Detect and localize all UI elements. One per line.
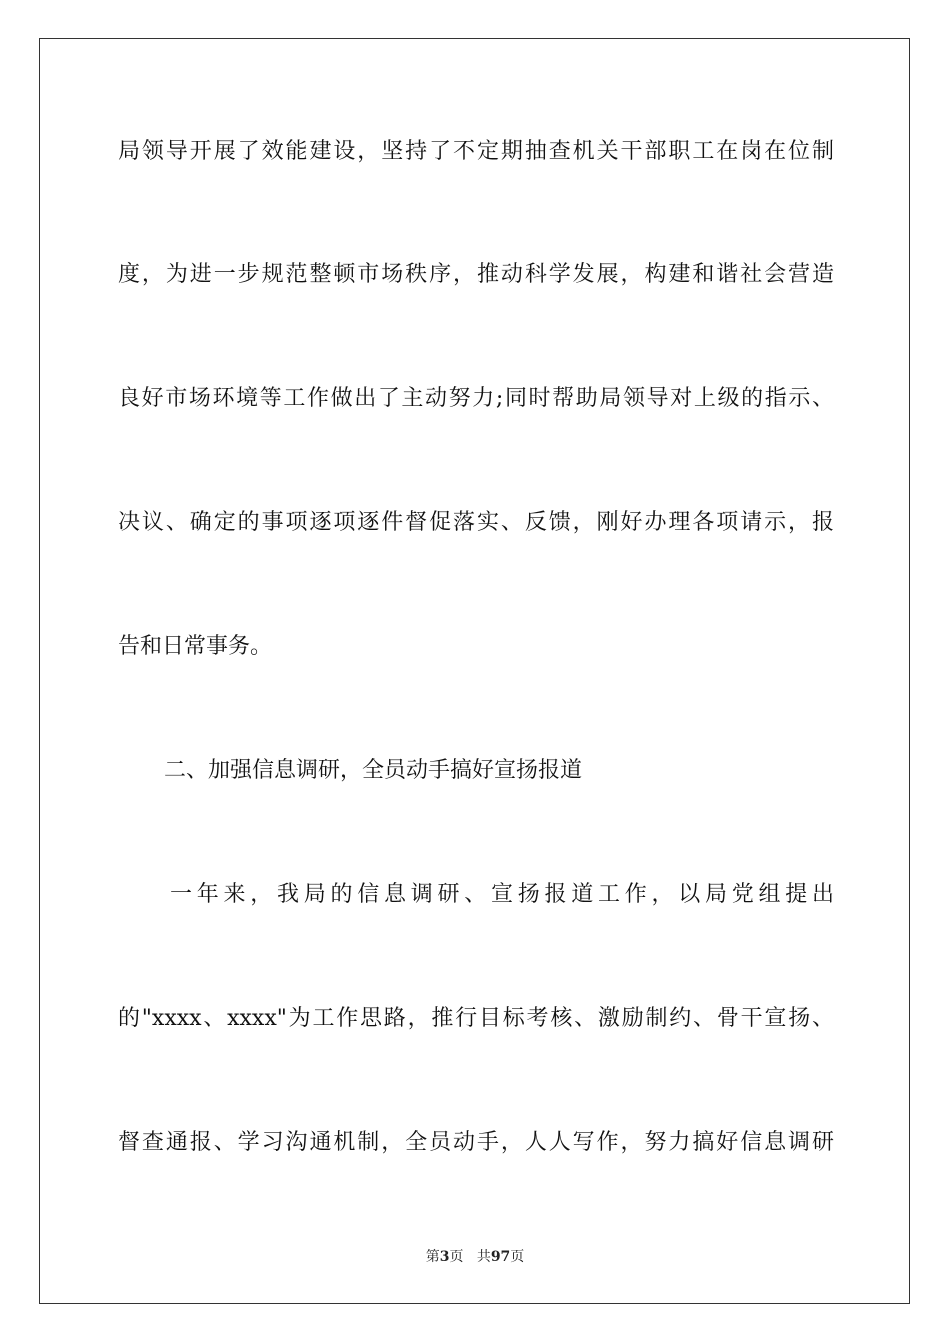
paragraph-line: 告和日常事务。 xyxy=(118,634,273,659)
page-suffix: 页 xyxy=(449,1249,464,1265)
paragraph-line: 一年来，我局的信息调研、宣扬报道工作，以局党组提出 xyxy=(170,882,834,907)
paragraph-line: 局领导开展了效能建设，坚持了不定期抽查机关干部职工在岗在位制 xyxy=(118,139,834,164)
page-number: 3 xyxy=(439,1249,450,1265)
paragraph-line: 的"xxxx、xxxx"为工作思路，推行目标考核、激励制约、骨干宣扬、 xyxy=(118,1006,834,1031)
total-suffix: 页 xyxy=(510,1249,525,1265)
page-prefix: 第 xyxy=(425,1249,440,1265)
total-pages: 97 xyxy=(490,1249,511,1265)
paragraph-line: 决议、确定的事项逐项逐件督促落实、反馈，刚好办理各项请示，报 xyxy=(118,510,834,535)
section-heading: 二、加强信息调研，全员动手搞好宣扬报道 xyxy=(164,758,583,783)
paragraph-line: 良好市场环境等工作做出了主动努力;同时帮助局领导对上级的指示、 xyxy=(118,386,834,411)
page-footer xyxy=(0,1248,950,1266)
total-prefix: 共 xyxy=(476,1249,491,1265)
paragraph-line: 度，为进一步规范整顿市场秩序，推动科学发展，构建和谐社会营造 xyxy=(118,262,834,287)
page-border xyxy=(39,38,910,1304)
paragraph-line: 督查通报、学习沟通机制，全员动手，人人写作，努力搞好信息调研 xyxy=(118,1130,834,1155)
